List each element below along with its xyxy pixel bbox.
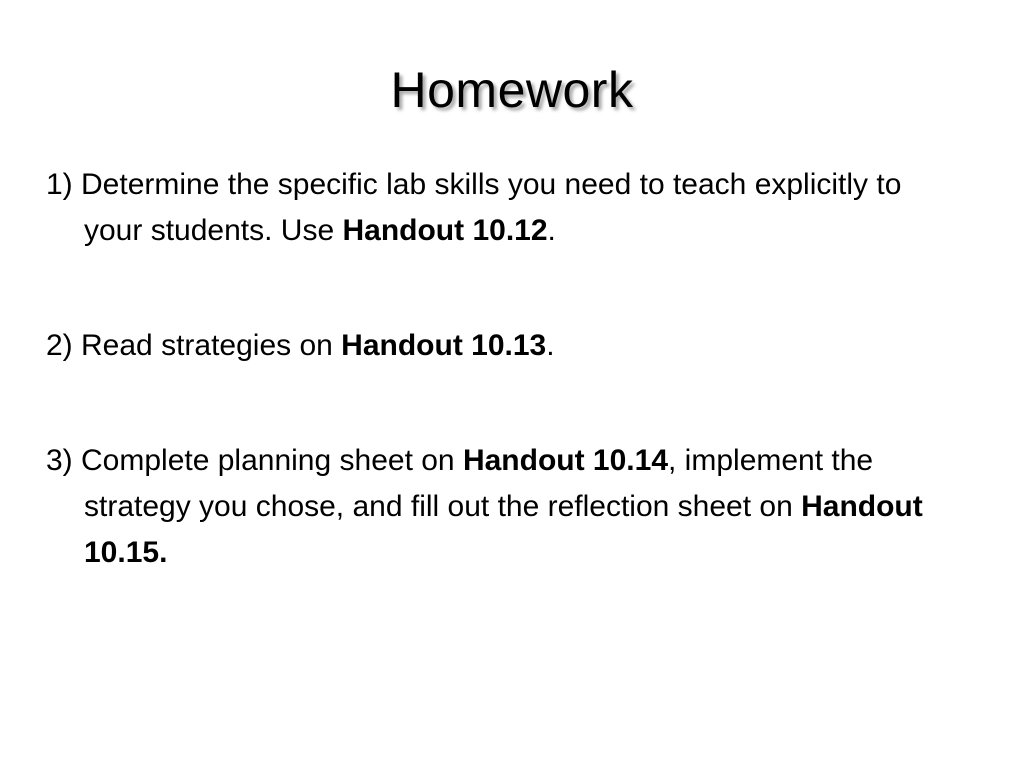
item-3-tail: , implement the strategy you chose, and fill out the reflection sheet on [84,444,874,523]
item-2-handout: Handout 10.13 [341,329,547,362]
item-1-handout: Handout 10.12 [342,214,548,247]
homework-item-1 [46,162,946,254]
homework-list [46,162,946,576]
slide-title: Homework [390,62,634,118]
item-2-text: 2) Read strategies on [46,329,342,362]
item-3-handout-2: Handout 10.15. [84,490,923,569]
homework-item-3 [46,438,946,576]
item-1-tail: . [547,214,556,247]
homework-item-2 [46,323,946,369]
item-1-text: 1) Determine the specific lab skills you need to teach explicitly to your students. Use [46,168,902,247]
item-3-handout: Handout 10.14 [462,444,669,477]
item-2-tail: . [546,329,555,362]
item-3-text: 3) Complete planning sheet on [46,444,463,477]
